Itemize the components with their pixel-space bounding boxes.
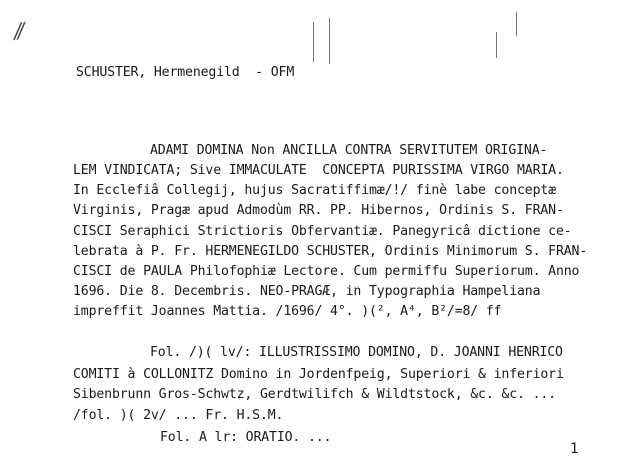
body-line: ADAMI DOMINA Non ANCILLA CONTRA SERVITUTEM ORIGINA- xyxy=(150,143,548,158)
body-line: CISCI Seraphici Strictioris Obfervantiæ. Panegyricâ dictione ce- xyxy=(73,224,572,239)
body-line: impreffit Joannes Mattia. /1696/ 4°. )(², A⁴, B²/=8/ ff xyxy=(73,304,502,319)
note-line: Fol. /)( lv/: ILLUSTRISSIMO DOMINO, D. JOANNI HENRICO xyxy=(150,345,563,360)
body-line: In Ecclefiâ Collegij, hujus Sacratiffimæ/!/ finè labe conceptæ xyxy=(73,183,556,198)
scan-edge-mark xyxy=(329,18,330,64)
card-heading: SCHUSTER, Hermenegild - OFM xyxy=(76,65,295,80)
scan-edge-mark xyxy=(313,22,314,62)
note-line: Sibenbrunn Gros-Schwtz, Gerdtwilifch & Wildtstock, &c. &c. ... xyxy=(73,387,556,402)
page-number: 1 xyxy=(570,441,579,457)
scan-edge-mark xyxy=(496,32,497,58)
body-line: LEM VINDICATA; Sive IMMACULATE CONCEPTA PURISSIMA VIRGO MARIA. xyxy=(73,163,564,178)
body-line: lebrata à P. Fr. HERMENEGILDO SCHUSTER, Ordinis Minimorum S. FRAN- xyxy=(73,244,588,259)
scan-edge-mark xyxy=(516,12,517,36)
note-line: COMITI à COLLONITZ Domino in Jordenfpeig, Superiori & inferiori xyxy=(73,367,564,382)
note-line: /fol. )( 2v/ ... Fr. H.S.M. xyxy=(73,408,284,423)
body-line: Virginis, Pragæ apud Admodùm RR. PP. Hibernos, Ordinis S. FRAN- xyxy=(73,203,564,218)
body-line: CISCI de PAULA Philofophiæ Lectore. Cum permiffu Superiorum. Anno xyxy=(73,264,580,279)
handwritten-mark: ⁄⁄ xyxy=(14,19,25,46)
body-line: 1696. Die 8. Decembris. NEO-PRAGÆ, in Typographia Hampeliana xyxy=(73,284,541,299)
note-line: Fol. A lr: ORATIO. ... xyxy=(160,430,332,445)
